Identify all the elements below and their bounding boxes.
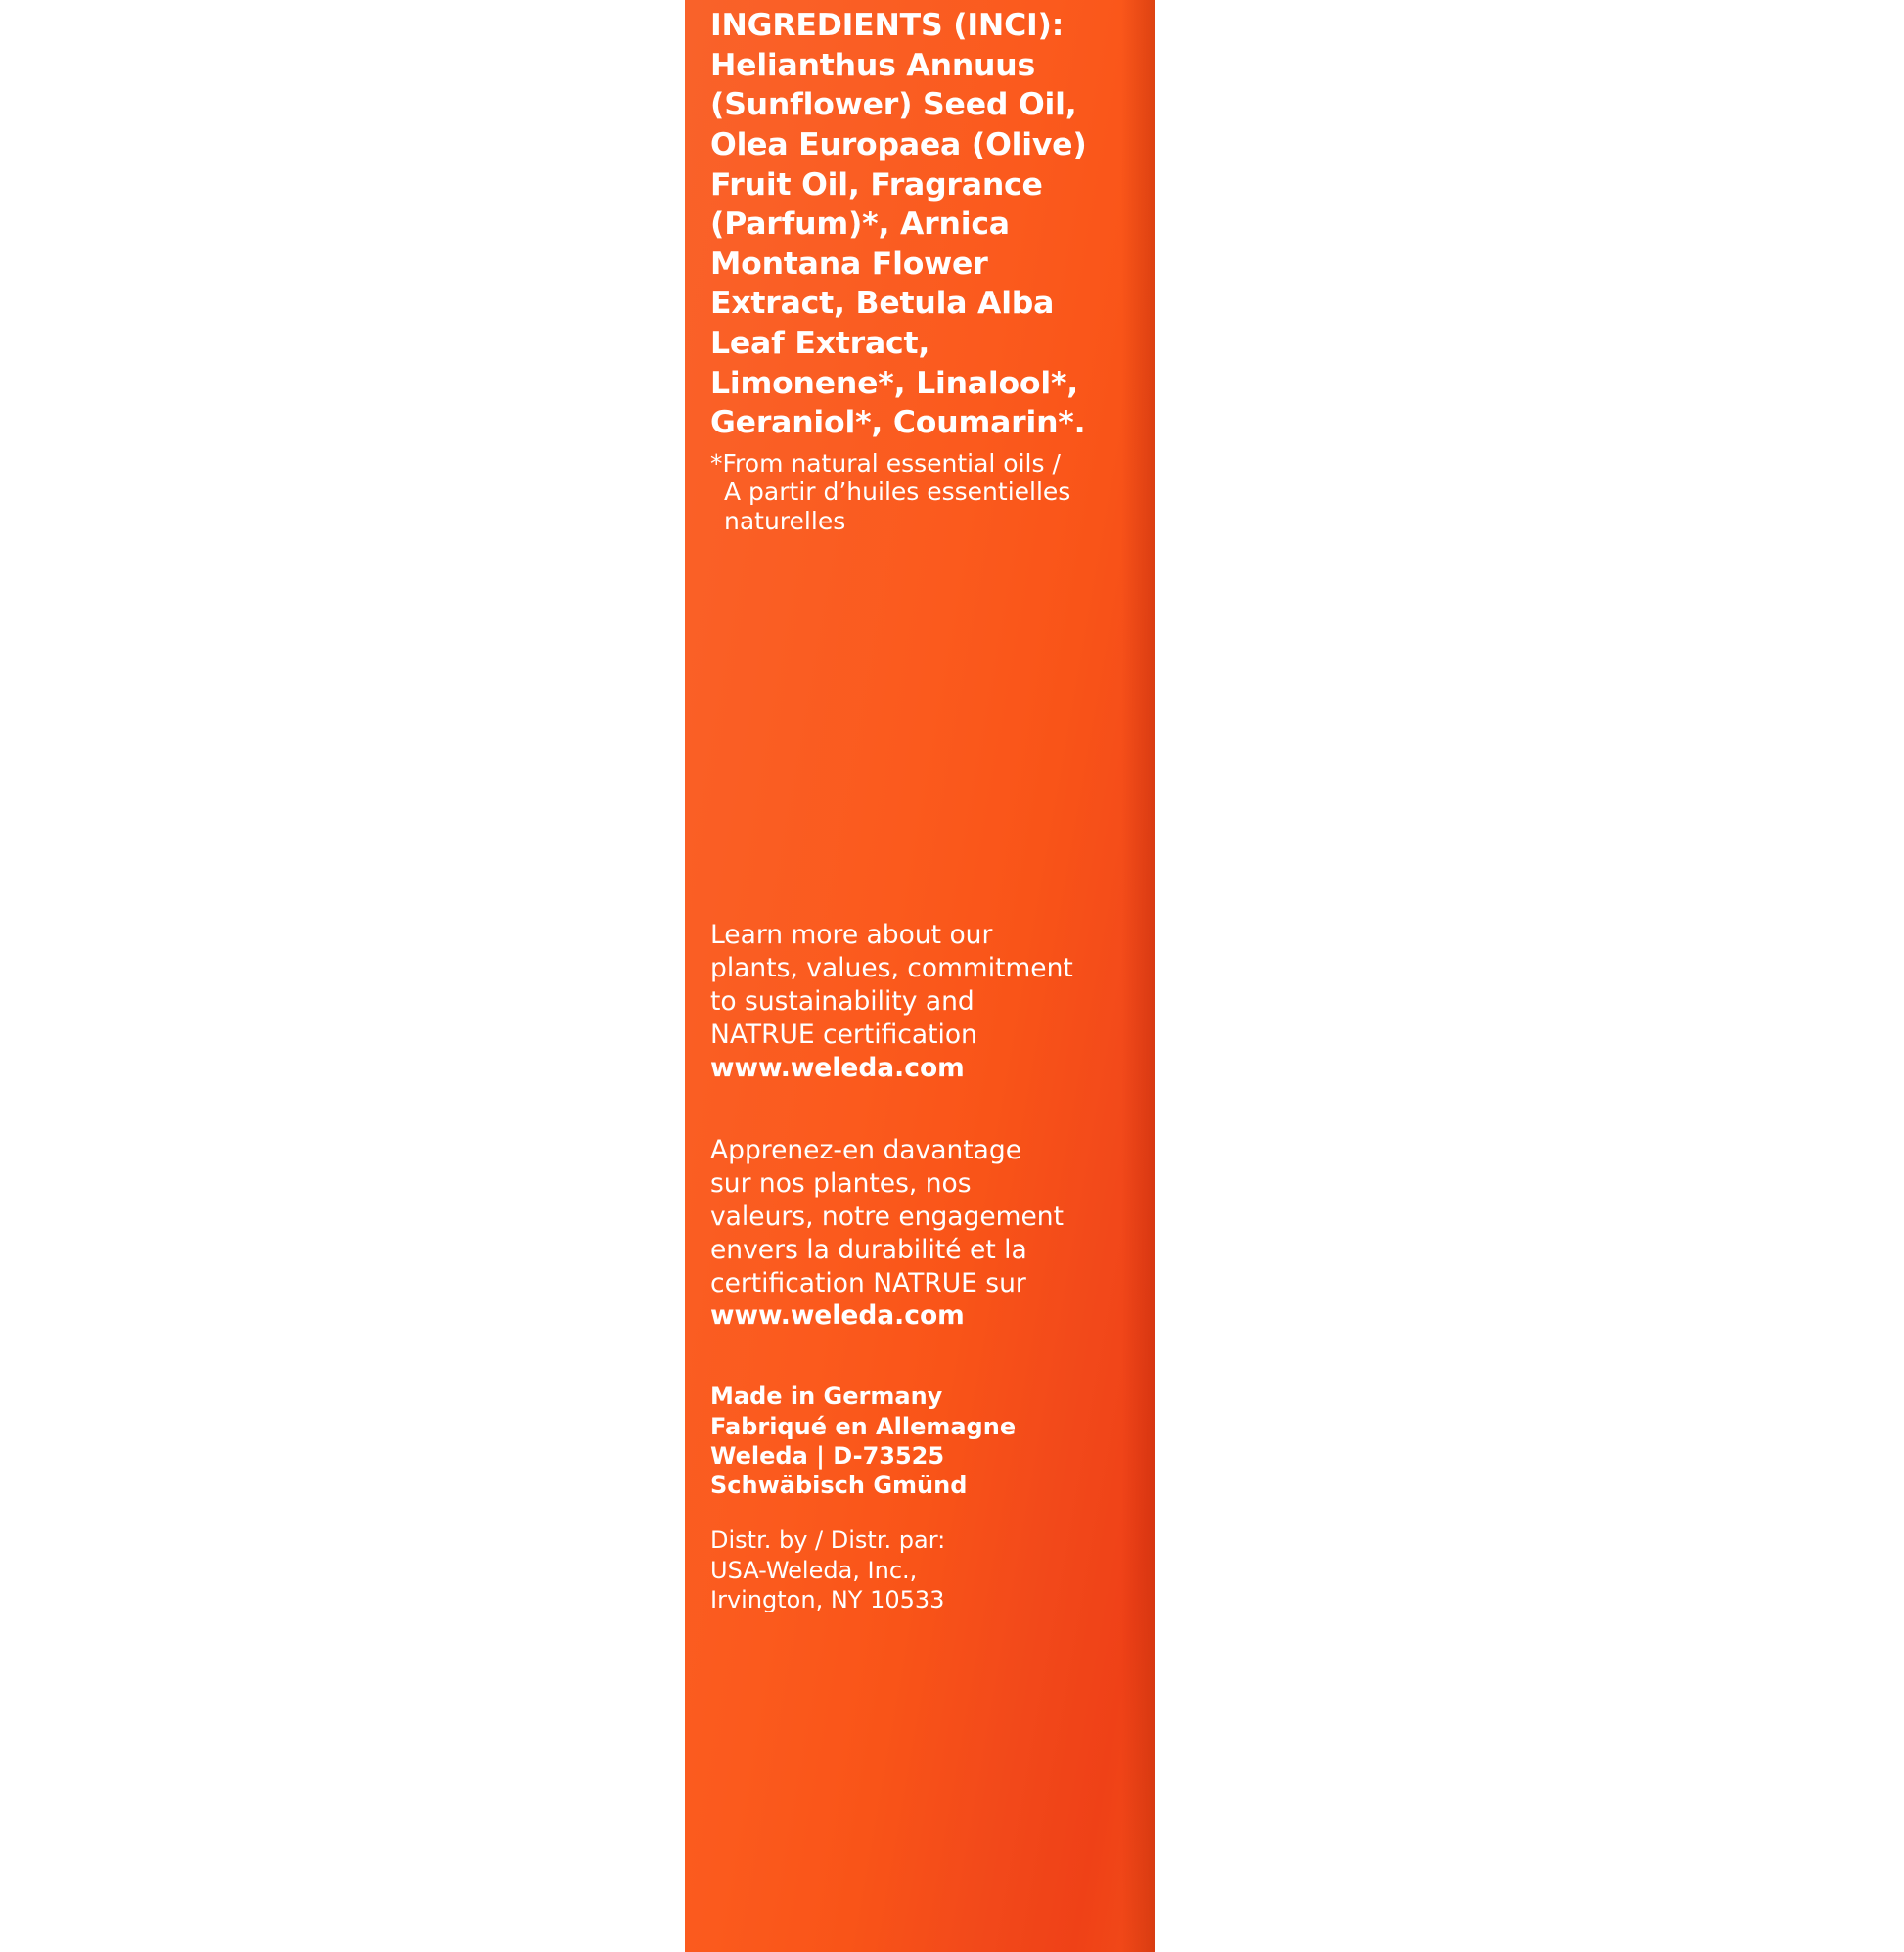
footnote-english: *From natural essential oils /	[710, 448, 1061, 477]
manufacturer-info	[710, 1382, 1129, 1500]
weleda-city: Schwäbisch Gmünd	[710, 1472, 968, 1500]
distributor-name: USA-Weleda, Inc.,	[710, 1556, 918, 1584]
learn-more-fr-line-1: Apprenez-en davantage	[710, 1134, 1022, 1165]
learn-more-fr-line-4: envers la durabilité et la	[710, 1234, 1027, 1265]
weleda-website-url-english[interactable]: www.weleda.com	[710, 1053, 965, 1083]
distributor-city-state-zip: Irvington, NY 10533	[710, 1585, 945, 1613]
learn-more-en-line-2: plants, values, commitment	[710, 953, 1073, 984]
product-package-panel	[685, 0, 1155, 1952]
learn-more-french	[710, 1134, 1129, 1333]
ingredients-section	[710, 0, 1129, 535]
learn-more-en-line-4: NATRUE certification	[710, 1020, 977, 1051]
panel-blank-space	[710, 535, 1129, 919]
footnote-french-line-2: naturelles	[724, 506, 846, 535]
ingredients-footnote	[710, 449, 1129, 536]
learn-more-english	[710, 919, 1129, 1085]
learn-more-fr-line-3: valeurs, notre engagement	[710, 1201, 1064, 1232]
ingredients-list: INGREDIENTS (INCI): Helianthus Annuus (Sunflower) Seed Oil, Olea Europaea (Olive) Fruit Oil, Fragrance (Parfum)*, Arnica Montana Flower Extract, Betula Alba Leaf Extract, Limonene*, Linalool*, Geraniol*, Coumarin*.	[710, 8, 1087, 441]
spacer-before-distributor	[710, 1500, 1129, 1525]
learn-more-en-line-3: to sustainability and	[710, 986, 975, 1018]
weleda-website-url-french[interactable]: www.weleda.com	[710, 1300, 965, 1332]
footnote-french-line-1: A partir d’huiles essentielles	[724, 477, 1071, 507]
distributor-label: Distr. by / Distr. par:	[710, 1526, 946, 1555]
fabrique-en-allemagne: Fabriqué en Allemagne	[710, 1412, 1017, 1440]
learn-more-fr-line-2: sur nos plantes, nos	[710, 1167, 972, 1199]
made-in-germany: Made in Germany	[710, 1383, 943, 1411]
learn-more-fr-line-5: certification NATRUE sur	[710, 1267, 1026, 1298]
spacer-between-languages	[710, 1085, 1129, 1134]
weleda-address-code: Weleda | D-73525	[710, 1441, 945, 1470]
learn-more-en-line-1: Learn more about our	[710, 920, 993, 951]
spacer-before-manufacturer	[710, 1333, 1129, 1382]
distributor-info	[710, 1525, 1129, 1614]
